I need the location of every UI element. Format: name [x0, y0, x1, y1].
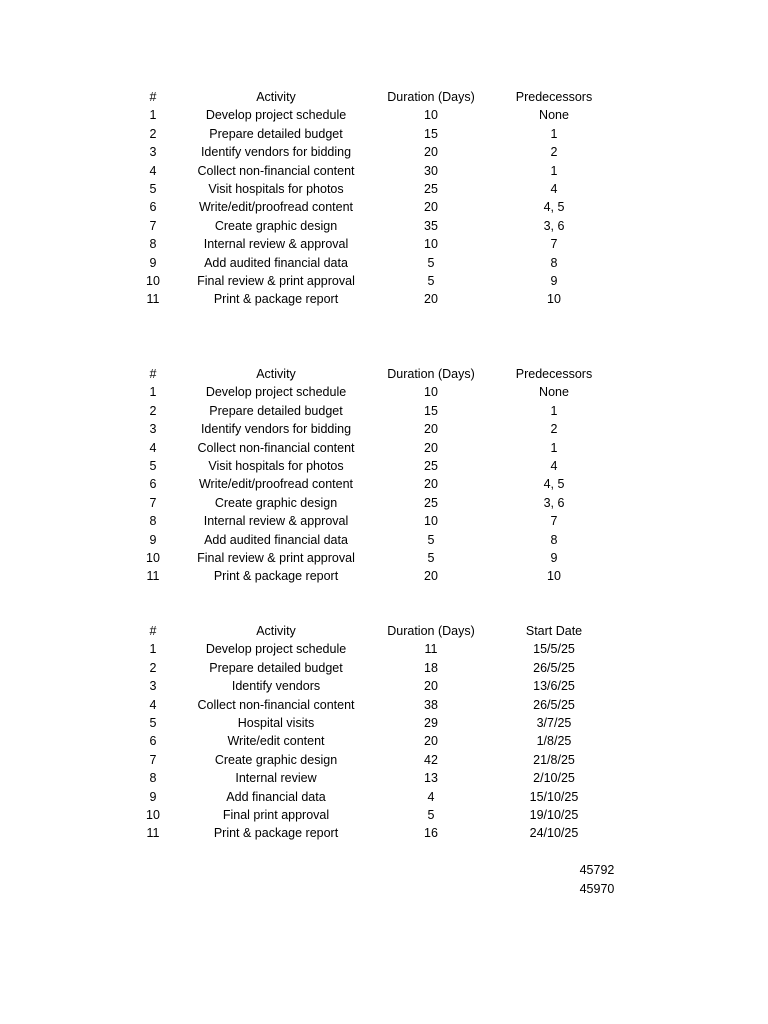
cell-last[interactable]: 8: [550, 255, 558, 270]
cell-activity[interactable]: Write/edit/proofread content: [198, 200, 354, 215]
cell-last[interactable]: 4: [550, 181, 558, 196]
table-row: [0, 549, 768, 567]
cell-duration[interactable]: 38: [424, 697, 438, 712]
cell-number[interactable]: 11: [146, 292, 160, 307]
header-activity[interactable]: Activity: [256, 367, 296, 381]
cell-activity[interactable]: Collect non-financial content: [197, 697, 355, 712]
cell-last[interactable]: 2: [550, 145, 558, 160]
cell-last[interactable]: 7: [550, 514, 558, 529]
table-row: [0, 494, 768, 512]
cell-last[interactable]: 1: [550, 403, 558, 418]
cell-duration[interactable]: 35: [424, 218, 438, 233]
cell-duration[interactable]: 10: [424, 237, 438, 252]
cell-last[interactable]: 9: [550, 273, 558, 288]
header-duration[interactable]: Duration (Days): [387, 90, 475, 104]
cell-number[interactable]: 10: [146, 273, 160, 288]
cell-duration[interactable]: 25: [424, 495, 438, 510]
schedule-table-start-dates: [0, 622, 768, 843]
cell-number[interactable]: 11: [146, 569, 160, 584]
cell-number[interactable]: 7: [149, 752, 157, 767]
cell-duration[interactable]: 42: [424, 752, 438, 767]
cell-activity[interactable]: Final print approval: [222, 807, 330, 822]
cell-number[interactable]: 8: [149, 771, 157, 786]
cell-number[interactable]: 8: [149, 514, 157, 529]
cell-activity[interactable]: Develop project schedule: [205, 108, 347, 123]
cell-activity[interactable]: Visit hospitals for photos: [208, 458, 344, 473]
cell-duration[interactable]: 15: [424, 126, 438, 141]
cell-duration[interactable]: 10: [424, 385, 438, 400]
cell-duration[interactable]: 20: [424, 200, 438, 215]
cell-last[interactable]: None: [539, 108, 569, 123]
cell-activity[interactable]: Create graphic design: [214, 218, 338, 233]
cell-last[interactable]: 13/6/25: [533, 679, 575, 694]
cell-number[interactable]: 3: [149, 145, 157, 160]
cell-activity[interactable]: Final review & print approval: [197, 273, 355, 288]
table-row: [0, 732, 768, 750]
table-row: [0, 531, 768, 549]
table-row: [0, 824, 768, 842]
cell-last[interactable]: 3, 6: [543, 495, 565, 510]
cell-number[interactable]: 6: [149, 477, 157, 492]
cell-last[interactable]: 1: [550, 126, 558, 141]
cell-duration[interactable]: 20: [424, 292, 438, 307]
cell-activity[interactable]: Visit hospitals for photos: [208, 181, 344, 196]
cell-activity[interactable]: Internal review & approval: [203, 514, 349, 529]
cell-duration[interactable]: 20: [424, 734, 438, 749]
cell-number[interactable]: 4: [149, 163, 157, 178]
cell-duration[interactable]: 10: [424, 514, 438, 529]
header-activity[interactable]: Activity: [256, 90, 296, 104]
table-row: [0, 272, 768, 290]
header-number[interactable]: #: [149, 624, 157, 638]
cell-last[interactable]: 15/5/25: [533, 642, 575, 657]
cell-last[interactable]: 26/5/25: [533, 660, 575, 675]
cell-duration[interactable]: 18: [424, 660, 438, 675]
cell-number[interactable]: 8: [149, 237, 157, 252]
cell-duration[interactable]: 29: [424, 715, 438, 730]
cell-activity[interactable]: Print & package report: [213, 292, 339, 307]
cell-number[interactable]: 3: [149, 679, 157, 694]
cell-number[interactable]: 7: [149, 218, 157, 233]
cell-duration[interactable]: 5: [427, 807, 435, 822]
cell-duration[interactable]: 4: [427, 789, 435, 804]
cell-activity[interactable]: Prepare detailed budget: [209, 126, 343, 141]
cell-number[interactable]: 4: [149, 697, 157, 712]
table-row: [0, 106, 768, 124]
table-row: [0, 143, 768, 161]
cell-activity[interactable]: Identify vendors for bidding: [200, 145, 352, 160]
cell-activity[interactable]: Develop project schedule: [205, 642, 347, 657]
table-row: [0, 677, 768, 695]
loose-value-cell[interactable]: 45792: [579, 863, 615, 877]
header-row: [0, 622, 768, 640]
cell-activity[interactable]: Print & package report: [213, 826, 339, 841]
cell-activity[interactable]: Prepare detailed budget: [209, 660, 343, 675]
header-row: [0, 365, 768, 383]
header-duration[interactable]: Duration (Days): [387, 624, 475, 638]
table-row: [0, 457, 768, 475]
cell-activity[interactable]: Create graphic design: [214, 495, 338, 510]
table-row: [0, 751, 768, 769]
cell-number[interactable]: 1: [149, 108, 157, 123]
cell-activity[interactable]: Identify vendors for bidding: [200, 422, 352, 437]
cell-duration[interactable]: 13: [424, 771, 438, 786]
header-last[interactable]: Predecessors: [515, 90, 593, 104]
table-row: [0, 235, 768, 253]
cell-duration[interactable]: 20: [424, 477, 438, 492]
cell-activity[interactable]: Internal review & approval: [203, 237, 349, 252]
table-row: [0, 567, 768, 585]
table-row: [0, 788, 768, 806]
header-number[interactable]: #: [149, 90, 157, 104]
cell-last[interactable]: 2: [550, 422, 558, 437]
header-duration[interactable]: Duration (Days): [387, 367, 475, 381]
cell-last[interactable]: 19/10/25: [529, 807, 579, 822]
cell-number[interactable]: 2: [149, 660, 157, 675]
cell-last[interactable]: 26/5/25: [533, 697, 575, 712]
cell-duration[interactable]: 30: [424, 163, 438, 178]
cell-number[interactable]: 9: [149, 532, 157, 547]
cell-number[interactable]: 4: [149, 440, 157, 455]
cell-activity[interactable]: Write/edit/proofread content: [198, 477, 354, 492]
table-row: [0, 254, 768, 272]
cell-activity[interactable]: Develop project schedule: [205, 385, 347, 400]
cell-activity[interactable]: Internal review: [235, 771, 317, 786]
cell-duration[interactable]: 20: [424, 569, 438, 584]
cell-activity[interactable]: Write/edit content: [227, 734, 325, 749]
cell-last[interactable]: 24/10/25: [529, 826, 579, 841]
cell-duration[interactable]: 25: [424, 181, 438, 196]
schedule-table-revised: [0, 365, 768, 586]
cell-duration[interactable]: 20: [424, 422, 438, 437]
cell-number[interactable]: 1: [149, 642, 157, 657]
cell-activity[interactable]: Identify vendors: [231, 679, 321, 694]
table-row: [0, 383, 768, 401]
cell-activity[interactable]: Prepare detailed budget: [209, 403, 343, 418]
cell-number[interactable]: 3: [149, 422, 157, 437]
cell-duration[interactable]: 20: [424, 440, 438, 455]
cell-number[interactable]: 11: [146, 826, 160, 841]
cell-duration[interactable]: 10: [424, 108, 438, 123]
loose-value-cell[interactable]: 45970: [579, 882, 615, 896]
cell-last[interactable]: 2/10/25: [533, 771, 575, 786]
cell-duration[interactable]: 20: [424, 679, 438, 694]
cell-activity[interactable]: Add audited financial data: [204, 255, 348, 270]
header-last[interactable]: Predecessors: [515, 367, 593, 381]
table-row: [0, 125, 768, 143]
cell-number[interactable]: 7: [149, 495, 157, 510]
cell-number[interactable]: 9: [149, 789, 157, 804]
table-row: [0, 290, 768, 308]
cell-number[interactable]: 2: [149, 403, 157, 418]
table-row: [0, 806, 768, 824]
header-last[interactable]: Start Date: [525, 624, 583, 638]
cell-number[interactable]: 5: [149, 715, 157, 730]
cell-number[interactable]: 6: [149, 734, 157, 749]
cell-last[interactable]: None: [539, 385, 569, 400]
cell-last[interactable]: 4, 5: [543, 477, 565, 492]
table-row: [0, 402, 768, 420]
cell-duration[interactable]: 5: [427, 532, 435, 547]
cell-activity[interactable]: Hospital visits: [237, 715, 315, 730]
table-row: [0, 659, 768, 677]
cell-last[interactable]: 1: [550, 163, 558, 178]
header-row: [0, 88, 768, 106]
cell-last[interactable]: 10: [547, 292, 561, 307]
cell-duration[interactable]: 20: [424, 145, 438, 160]
table-row: [0, 475, 768, 493]
cell-activity[interactable]: Add financial data: [226, 789, 326, 804]
cell-last[interactable]: 3/7/25: [536, 715, 572, 730]
cell-number[interactable]: 5: [149, 458, 157, 473]
cell-last[interactable]: 4, 5: [543, 200, 565, 215]
cell-duration[interactable]: 15: [424, 403, 438, 418]
table-row: [0, 512, 768, 530]
cell-last[interactable]: 1: [550, 440, 558, 455]
cell-number[interactable]: 9: [149, 255, 157, 270]
cell-activity[interactable]: Final review & print approval: [197, 550, 355, 565]
table-row: [0, 162, 768, 180]
cell-number[interactable]: 10: [146, 807, 160, 822]
cell-number[interactable]: 6: [149, 200, 157, 215]
table-row: [0, 439, 768, 457]
header-activity[interactable]: Activity: [256, 624, 296, 638]
cell-duration[interactable]: 11: [424, 642, 438, 657]
cell-duration[interactable]: 5: [427, 255, 435, 270]
cell-duration[interactable]: 5: [427, 273, 435, 288]
cell-last[interactable]: 15/10/25: [529, 789, 579, 804]
cell-activity[interactable]: Collect non-financial content: [197, 440, 355, 455]
cell-duration[interactable]: 25: [424, 458, 438, 473]
cell-last[interactable]: 8: [550, 532, 558, 547]
table-row: [0, 640, 768, 658]
cell-activity[interactable]: Collect non-financial content: [197, 163, 355, 178]
cell-number[interactable]: 1: [149, 385, 157, 400]
cell-activity[interactable]: Add audited financial data: [204, 532, 348, 547]
table-row: [0, 714, 768, 732]
cell-last[interactable]: 7: [550, 237, 558, 252]
table-row: [0, 420, 768, 438]
cell-last[interactable]: 3, 6: [543, 218, 565, 233]
table-row: [0, 696, 768, 714]
table-row: [0, 180, 768, 198]
schedule-table-original: [0, 88, 768, 309]
cell-number[interactable]: 5: [149, 181, 157, 196]
table-row: [0, 769, 768, 787]
cell-number[interactable]: 2: [149, 126, 157, 141]
cell-duration[interactable]: 5: [427, 550, 435, 565]
table-row: [0, 198, 768, 216]
cell-last[interactable]: 1/8/25: [536, 734, 572, 749]
cell-last[interactable]: 21/8/25: [533, 752, 575, 767]
cell-last[interactable]: 10: [547, 569, 561, 584]
cell-activity[interactable]: Create graphic design: [214, 752, 338, 767]
table-row: [0, 217, 768, 235]
cell-duration[interactable]: 16: [424, 826, 438, 841]
cell-last[interactable]: 4: [550, 458, 558, 473]
header-number[interactable]: #: [149, 367, 157, 381]
cell-activity[interactable]: Print & package report: [213, 569, 339, 584]
cell-last[interactable]: 9: [550, 550, 558, 565]
cell-number[interactable]: 10: [146, 550, 160, 565]
